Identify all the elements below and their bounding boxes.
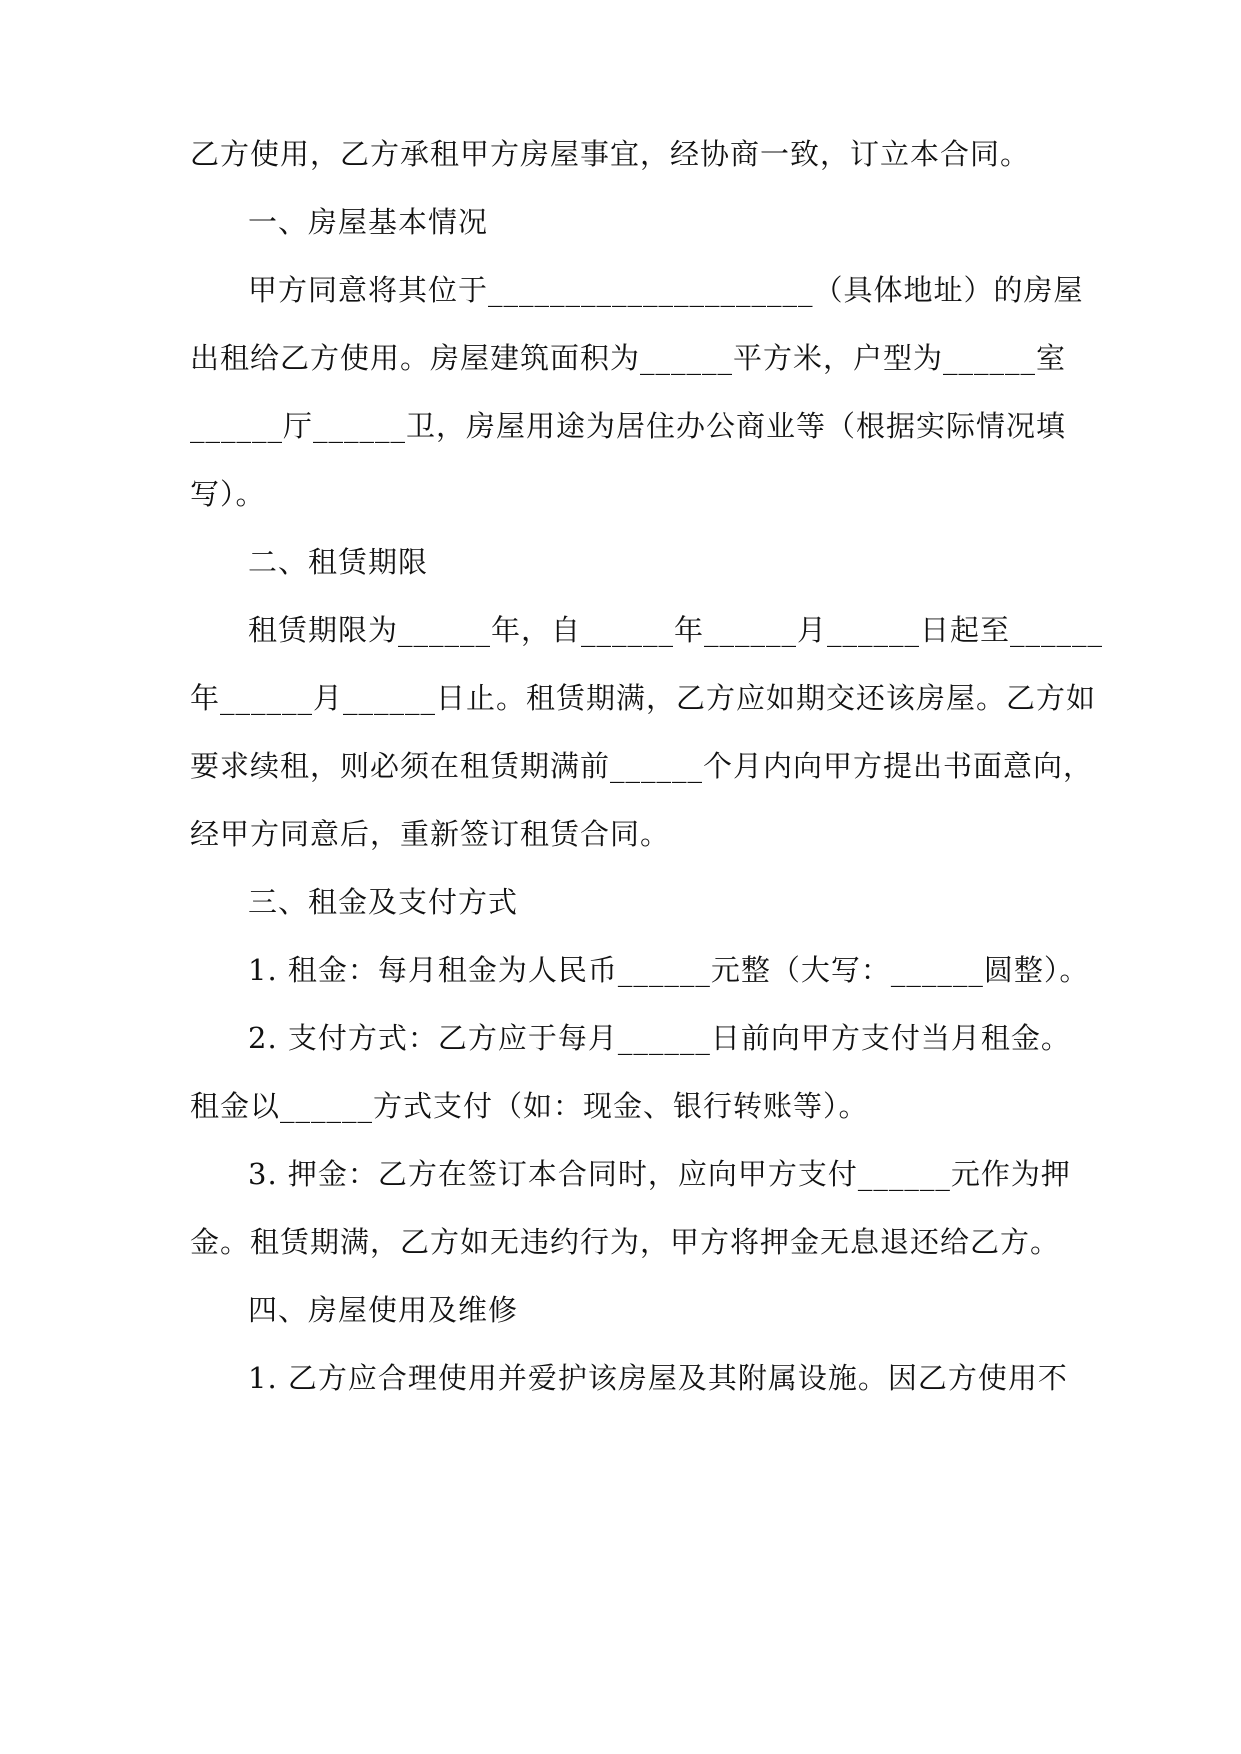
text-line: 租赁期限为______年，自______年______月______日起至______	[248, 613, 1104, 647]
text-line: 金。租赁期满，乙方如无违约行为，甲方将押金无息退还给乙方。	[190, 1225, 1061, 1259]
text-line: 甲方同意将其位于_____________________（具体地址）的房屋	[248, 273, 1084, 307]
text-line: 出租给乙方使用。房屋建筑面积为______平方米，户型为______室	[190, 341, 1067, 375]
text-line: 要求续租，则必须在租赁期满前______个月内向甲方提出书面意向，	[190, 749, 1094, 783]
text-line: 年______月______日止。租赁期满，乙方应如期交还该房屋。乙方如	[190, 681, 1097, 715]
section-heading: 三、租金及支付方式	[248, 885, 519, 919]
text-line: 经甲方同意后，重新签订租赁合同。	[190, 817, 671, 851]
section-heading: 四、房屋使用及维修	[248, 1293, 519, 1327]
list-item: 3. 押金：乙方在签订本合同时，应向甲方支付______元作为押	[248, 1157, 1071, 1191]
section-heading: 一、房屋基本情况	[248, 205, 489, 239]
list-item: 1. 租金：每月租金为人民币______元整（大写：______圆整）。	[248, 953, 1090, 987]
list-item: 1. 乙方应合理使用并爱护该房屋及其附属设施。因乙方使用不	[248, 1361, 1068, 1395]
text-line: 租金以______方式支付（如：现金、银行转账等）。	[190, 1089, 869, 1123]
section-heading: 二、租赁期限	[248, 545, 429, 579]
text-line: 写）。	[190, 477, 266, 511]
text-line: ______厅______卫，房屋用途为居住办公商业等（根据实际情况填	[190, 409, 1067, 443]
text-line: 乙方使用，乙方承租甲方房屋事宜，经协商一致，订立本合同。	[190, 137, 1031, 171]
list-item: 2. 支付方式：乙方应于每月______日前向甲方支付当月租金。	[248, 1021, 1071, 1055]
